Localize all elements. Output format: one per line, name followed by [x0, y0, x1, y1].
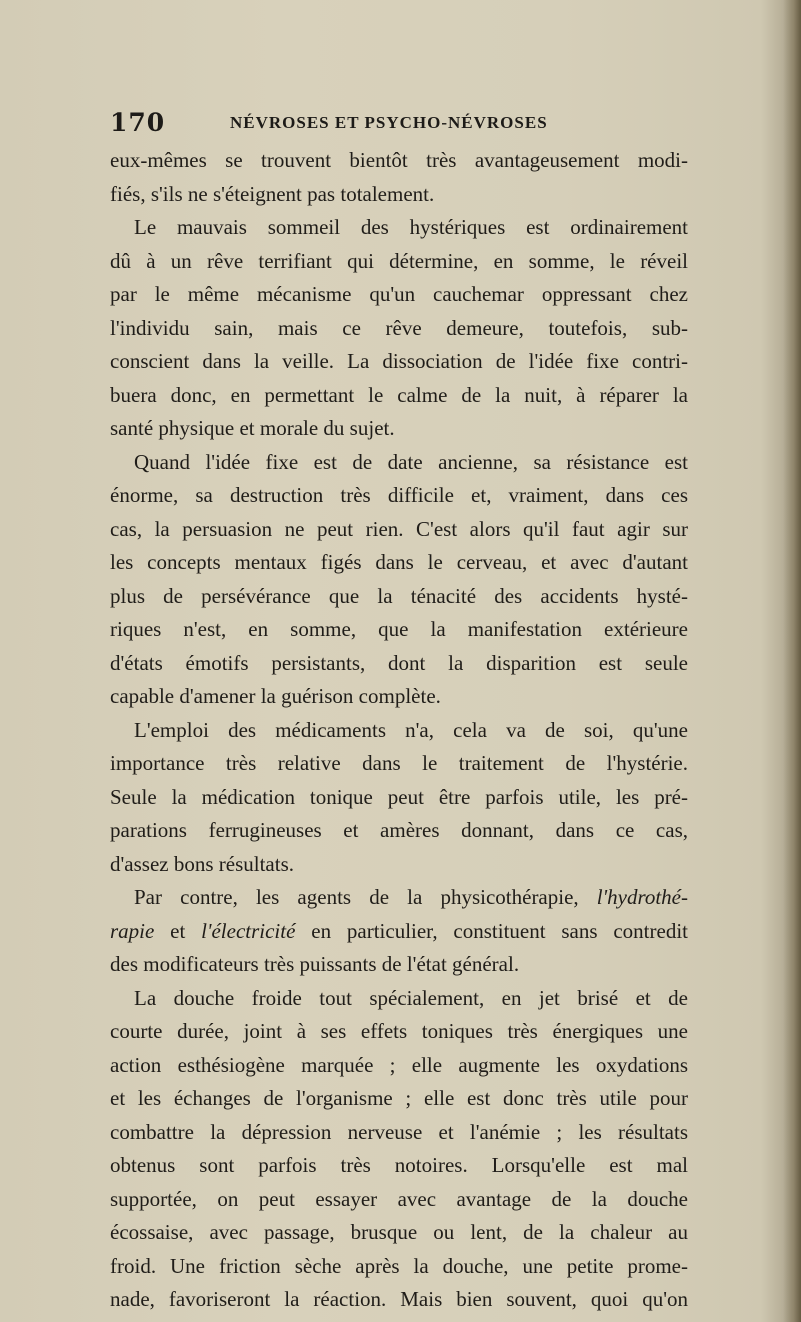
page-header [110, 108, 690, 138]
text-line: les concepts mentaux figés dans le cerveau, et avec d'autant [110, 550, 688, 574]
italic-term: l'électricité [201, 918, 296, 943]
text-line-mixed [110, 881, 688, 915]
italic-term: l'hydrothé- [596, 885, 688, 909]
text-line: conscient dans la veille. La dissociation de l'idée fixe contri- [110, 349, 688, 373]
text-line: d'états émotifs persistants, dont la disparition est seule [110, 650, 688, 675]
text-line: plus de persévérance que la ténacité des accidents hysté- [110, 583, 688, 608]
text-line: énorme, sa destruction très difficile et, vraiment, dans ces [110, 483, 688, 507]
page-edge-shadow [783, 0, 801, 1322]
text-line: supportée, on peut essayer avec avantage de la douche [110, 1186, 688, 1211]
text-line: Le mauvais sommeil des hystériques est ordinairement [134, 215, 688, 239]
text-line: parations ferrugineuses et amères donnant, dans ce cas, [110, 818, 688, 842]
text-line: riques n'est, en somme, que la manifestation extérieure [110, 617, 688, 641]
text-line: dû à un rêve terrifiant qui détermine, en somme, le réveil [110, 248, 688, 273]
text-line: importance très relative dans le traitement de l'hystérie. [110, 751, 688, 775]
text-line: Seule la médication tonique peut être parfois utile, les pré- [110, 784, 688, 809]
text-line: l'individu sain, mais ce rêve demeure, toutefois, sub- [110, 315, 688, 340]
text-line: nade, favoriseront la réaction. Mais bien souvent, quoi qu'on [110, 1287, 688, 1311]
text-line-mixed [110, 915, 688, 949]
text-line: courte durée, joint à ses effets toniques très énergiques une [110, 1019, 688, 1043]
page-number: 170 [110, 108, 166, 137]
text-line: action esthésiogène marquée ; elle augmente les oxydations [110, 1052, 688, 1077]
text-line: par le même mécanisme qu'un cauchemar oppressant chez [110, 282, 688, 306]
italic-term: rapie [110, 918, 155, 943]
text-line: écossaise, avec passage, brusque ou lent, de la chaleur au [110, 1220, 688, 1244]
text-line: Quand l'idée fixe est de date ancienne, sa résistance est [134, 449, 688, 474]
text-line: La douche froide tout spécialement, en jet brisé et de [134, 985, 688, 1010]
text-line: cas, la persuasion ne peut rien. C'est alors qu'il faut agir sur [110, 516, 688, 541]
text-fragment: en particulier, constituent sans contredit [295, 918, 689, 943]
text-line: capable d'amener la guérison complète. [110, 684, 441, 708]
text-line: buera donc, en permettant le calme de la nuit, à réparer la [110, 382, 688, 407]
text-fragment: et [154, 918, 202, 943]
text-line: et les échanges de l'organisme ; elle est donc très utile pour [110, 1086, 688, 1110]
text-line: des modificateurs très puissants de l'état général. [110, 952, 520, 976]
text-line: obtenus sont parfois très notoires. Lorsqu'elle est mal [110, 1153, 688, 1177]
text-fragment: Par contre, les agents de la physicothérapie, [134, 885, 597, 909]
text-line: L'emploi des médicaments n'a, cela va de soi, qu'une [134, 717, 688, 742]
text-line: eux-mêmes se trouvent bientôt très avantageusement modi- [110, 148, 688, 172]
running-title: NÉVROSES ET PSYCHO-NÉVROSES [230, 113, 548, 132]
text-line: santé physique et morale du sujet. [110, 416, 395, 440]
text-line: froid. Une friction sèche après la douche, une petite prome- [110, 1253, 688, 1278]
body-text [110, 144, 688, 1317]
text-line: d'assez bons résultats. [110, 851, 294, 876]
text-line: combattre la dépression nerveuse et l'anémie ; les résultats [110, 1119, 688, 1144]
text-line: fiés, s'ils ne s'éteignent pas totalement. [110, 181, 435, 206]
